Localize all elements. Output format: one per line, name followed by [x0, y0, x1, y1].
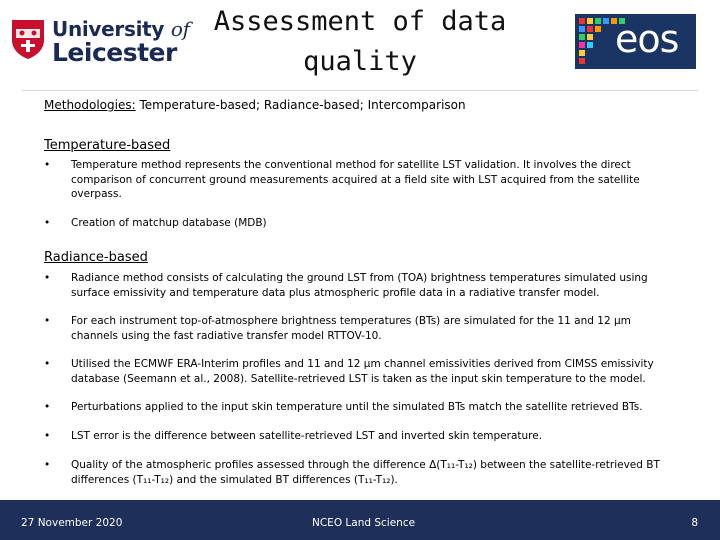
bullet: • [44, 272, 51, 284]
list-item-text: For each instrument top-of-atmosphere brightness temperatures (BTs) are simulated for the 11 and 12 µm channels using the fast radiative transfer model RTTOV-10. [71, 315, 631, 342]
title-line-1: Assessment of data [213, 6, 507, 37]
page-title [200, 2, 520, 82]
list-item-text: Creation of matchup database (MDB) [71, 217, 267, 229]
bullet: • [44, 217, 51, 229]
eos-logo-text: eos [615, 17, 679, 61]
title-line-2: quality [303, 46, 417, 77]
university-wordmark-line2: Leicester [52, 38, 177, 67]
list-item-text: Perturbations applied to the input skin temperature until the simulated BTs match the satellite retrieved BTs. [71, 401, 643, 413]
university-of-leicester-logo [10, 14, 190, 67]
university-wordmark-line1: University of [52, 17, 190, 41]
list-item-text: Utilised the ECMWF ERA-Interim profiles and 11 and 12 µm channel emissivities derived from CIMSS emissivity database (Seemann et al., 2008). Satellite-retrieved LST is taken as the input skin temperature to the model. [71, 358, 654, 385]
methodologies-text: Temperature-based; Radiance-based; Intercomparison [139, 98, 466, 112]
list-item-text: Quality of the atmospheric profiles assessed through the difference Δ(T₁₁-T₁₂) between the satellite-retrieved BT differences (T₁₁-T₁₂) and the simulated BT differences (T₁₁-T₁₂). [71, 459, 660, 486]
list-item-text: LST error is the difference between satellite-retrieved LST and inverted skin temperature. [71, 430, 543, 442]
shield-crest-icon [10, 18, 46, 60]
header-divider [22, 90, 698, 91]
bullet: • [44, 159, 51, 171]
bullet: • [44, 459, 51, 471]
radiance-based-heading: Radiance-based [44, 250, 148, 265]
bullet: • [44, 430, 51, 442]
list-item-text: Temperature method represents the conventional method for satellite LST validation. It involves the direct comparison of concurrent ground measurements acquired at a field site with LST acquired from the satellite overpass. [71, 159, 640, 200]
bullet: • [44, 315, 51, 327]
eos-logo [575, 14, 696, 69]
list-item-text: Radiance method consists of calculating the ground LST from (TOA) brightness temperatures simulated using surface emissivity and temperature data plus atmospheric profile data in a radiative transfer model. [71, 272, 648, 299]
page-number: 8 [691, 517, 698, 529]
methodologies-line [44, 98, 466, 112]
footer-bar [0, 500, 720, 540]
bullet: • [44, 358, 51, 370]
footer-date: 27 November 2020 [21, 517, 123, 529]
bullet: • [44, 401, 51, 413]
temperature-based-heading: Temperature-based [44, 138, 171, 153]
list-item [44, 158, 674, 202]
methodologies-label: Methodologies: [44, 98, 136, 112]
footer-center-text: NCEO Land Science [312, 517, 416, 529]
